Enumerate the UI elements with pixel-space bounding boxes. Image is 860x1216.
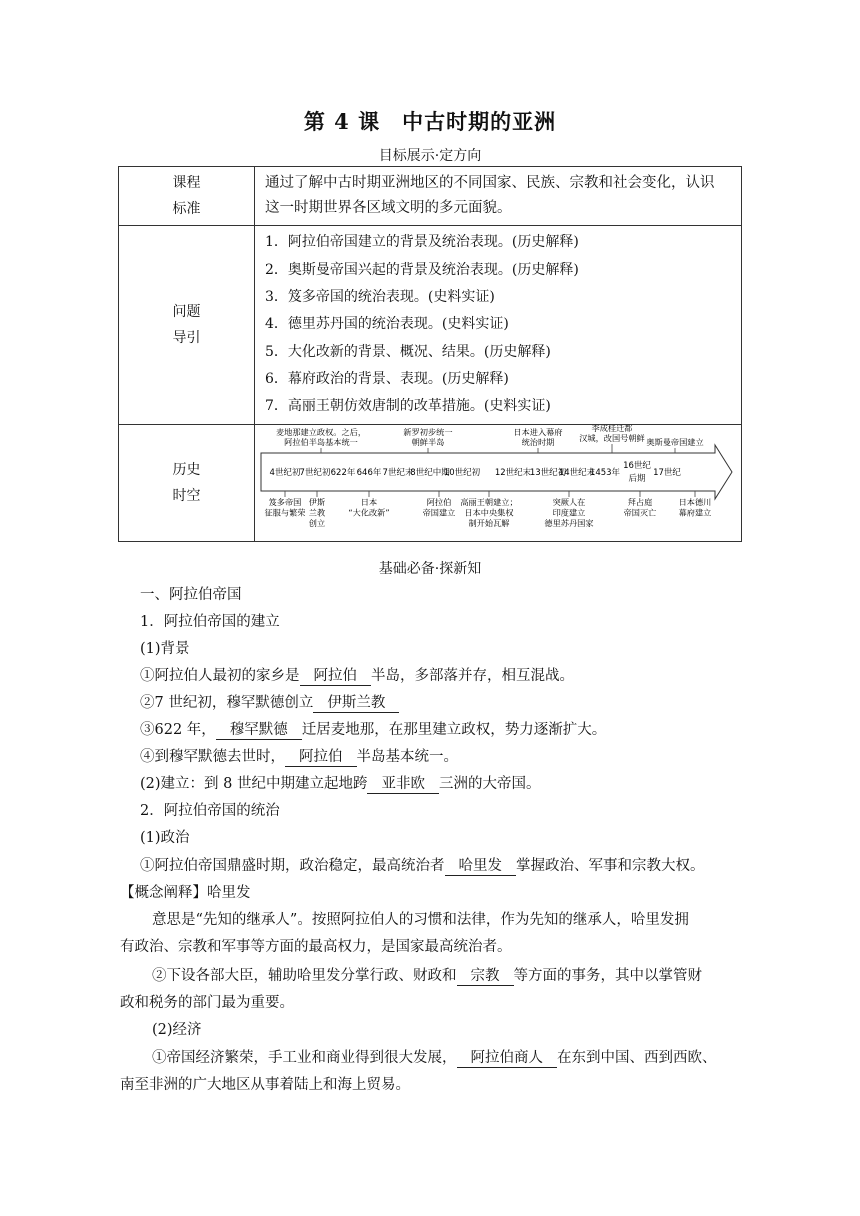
timeline-event-below: 日本德川: [678, 497, 712, 507]
timeline-row: [119, 425, 742, 542]
question-item: 3．笈多帝国的统治表现。(史料实证): [265, 289, 495, 306]
timeline-event-below: 阿拉伯: [426, 497, 452, 507]
goals-header: 目标展示·定方向: [378, 148, 482, 164]
timeline-event-above: 朝鲜半岛: [411, 437, 445, 447]
question-item: 7．高丽王朝仿效唐制的改革措施。(史料实证): [265, 398, 551, 415]
timeline-graphic: [255, 425, 741, 537]
paragraph: ②7 世纪初，穆罕默德创立 伊斯兰教: [140, 693, 399, 713]
standard-row: [119, 167, 742, 226]
answer-blank: 穆罕默德: [216, 721, 302, 740]
answer-blank: 亚非欧: [367, 775, 439, 794]
questions-label: 问题 导引: [119, 226, 255, 425]
timeline-event-above: 麦地那建立政权。之后，: [275, 427, 367, 437]
concept-text: 意思是“先知的继承人”。按照阿拉伯人的习惯和法律，作为先知的继承人，哈里发拥: [152, 912, 689, 928]
timeline-event-below: 幕府建立: [678, 507, 712, 518]
heading-background: (1)背景: [140, 641, 190, 657]
question-item: 6．幕府政治的背景、表现。(历史解释): [265, 370, 509, 387]
timeline-event-above: 统治时期: [521, 437, 555, 447]
timeline-event-below: 帝国建立: [422, 507, 456, 518]
timeline-event-below: 日本中央集权: [464, 507, 514, 518]
timeline-tick: 13世纪初: [529, 468, 567, 478]
timeline-tick: 后期: [628, 474, 646, 484]
question-item: 5．大化改新的背景、概况、结果。(历史解释): [265, 343, 551, 360]
timeline-event-below: 伊斯: [308, 497, 326, 507]
timeline-event-below: 日本: [360, 497, 378, 507]
standard-label: 课程 标准: [119, 167, 255, 226]
answer-blank: 阿拉伯: [285, 748, 357, 767]
timeline-event-below: 征服与繁荣: [264, 507, 306, 518]
timeline-event-below: 帝国灭亡: [623, 507, 657, 518]
answer-blank: 宗教: [457, 967, 514, 986]
timeline-tick: 1453年: [589, 468, 621, 478]
answer-blank: 哈里发: [445, 857, 517, 876]
questions-list: [255, 226, 742, 425]
question-item: 2．奥斯曼帝国兴起的背景及统治表现。(历史解释): [265, 261, 579, 278]
concept-text: 有政治、宗教和军事等方面的最高权力，是国家最高统治者。: [120, 939, 512, 955]
timeline-tick: 14世纪末: [558, 468, 596, 478]
paragraph: ③622 年， 穆罕默德 迁居麦地那，在那里建立政权，势力逐渐扩大。: [140, 722, 607, 738]
questions-row: [119, 226, 742, 425]
timeline-event-below: “大化改新”: [348, 507, 390, 518]
timeline-cell: [255, 425, 742, 542]
section-header: 基础必备·探新知: [378, 561, 482, 577]
paragraph: ①帝国经济繁荣，手工业和商业得到很大发展， 阿拉伯商人 在东到中国、西到西欧、: [152, 1050, 717, 1066]
timeline-tick: 4世纪初: [269, 468, 301, 478]
timeline-tick: 8世纪中期: [410, 468, 450, 478]
timeline-event-below: 兰教: [308, 507, 326, 518]
goals-table: [118, 166, 742, 542]
concept-heading: 【概念阐释】哈里发: [120, 885, 251, 901]
timeline-tick: 10世纪初: [443, 468, 481, 478]
answer-blank: 伊斯兰教: [313, 694, 399, 713]
paragraph-continued: 南至非洲的广大地区从事着陆上和海上贸易。: [120, 1077, 410, 1093]
timeline-event-below: 德里苏丹国家: [544, 518, 594, 528]
answer-blank: 阿拉伯商人: [457, 1049, 558, 1068]
timeline-event-above: 新罗初步统一: [403, 427, 453, 437]
timeline-event-below: 笈多帝国: [268, 497, 302, 507]
heading-establishment: 1．阿拉伯帝国的建立: [140, 614, 280, 630]
timeline-event-below: 拜占庭: [627, 497, 653, 507]
timeline-tick: 646年: [356, 468, 382, 478]
timeline-tick: 7世纪初: [299, 468, 331, 478]
timeline-event-above: 李成桂迁都: [591, 425, 633, 433]
timeline-event-below: 创立: [308, 518, 326, 528]
timeline-label: 历史 时空: [119, 425, 255, 542]
timeline-event-above: 阿拉伯半岛基本统一: [284, 437, 358, 447]
timeline-event-above: 日本进入幕府: [513, 427, 563, 437]
answer-blank: 阿拉伯: [300, 667, 372, 686]
paragraph: ①阿拉伯人最初的家乡是 阿拉伯 半岛，多部落并存，相互混战。: [140, 668, 574, 684]
timeline-event-below: 高丽王朝建立；: [460, 497, 518, 507]
paragraph: (2)建立：到 8 世纪中期建立起地跨 亚非欧 三洲的大帝国。: [140, 776, 541, 792]
paragraph-continued: 政和税务的部门最为重要。: [120, 995, 294, 1011]
timeline-event-above: 奥斯曼帝国建立: [646, 437, 704, 447]
timeline-event-below: 突厥人在: [552, 497, 586, 507]
heading-politics: (1)政治: [140, 830, 190, 846]
timeline-tick: 12世纪末: [494, 468, 532, 478]
timeline-event-above: 汉城，改国号朝鲜: [579, 433, 645, 443]
heading-rule: 2．阿拉伯帝国的统治: [140, 803, 280, 819]
timeline-tick: 622年: [330, 468, 356, 478]
standard-text: 通过了解中古时期亚洲地区的不同国家、民族、宗教和社会变化，认识 这一时期世界各区域文明的多元面貌。: [255, 167, 742, 226]
paragraph: ②下设各部大臣，辅助哈里发分掌行政、财政和 宗教 等方面的事务，其中以掌管财: [152, 968, 702, 984]
paragraph: ④到穆罕默德去世时， 阿拉伯 半岛基本统一。: [140, 749, 458, 765]
lesson-title: 第 4 课 中古时期的亚洲: [303, 109, 557, 134]
question-item: 4．德里苏丹国的统治表现。(史料实证): [265, 316, 509, 333]
timeline-event-below: 印度建立: [552, 507, 586, 518]
timeline-tick: 16世纪: [623, 461, 651, 471]
heading-economy: (2)经济: [152, 1022, 202, 1038]
question-item: 1．阿拉伯帝国建立的背景及统治表现。(历史解释): [265, 234, 579, 251]
heading-arab-empire: 一、阿拉伯帝国: [140, 587, 242, 603]
paragraph: ①阿拉伯帝国鼎盛时期，政治稳定，最高统治者 哈里发 掌握政治、军事和宗教大权。: [140, 858, 705, 874]
timeline-event-below: 制开始瓦解: [468, 518, 510, 528]
timeline-tick: 7世纪末: [382, 468, 414, 478]
timeline-tick: 17世纪: [653, 468, 681, 478]
